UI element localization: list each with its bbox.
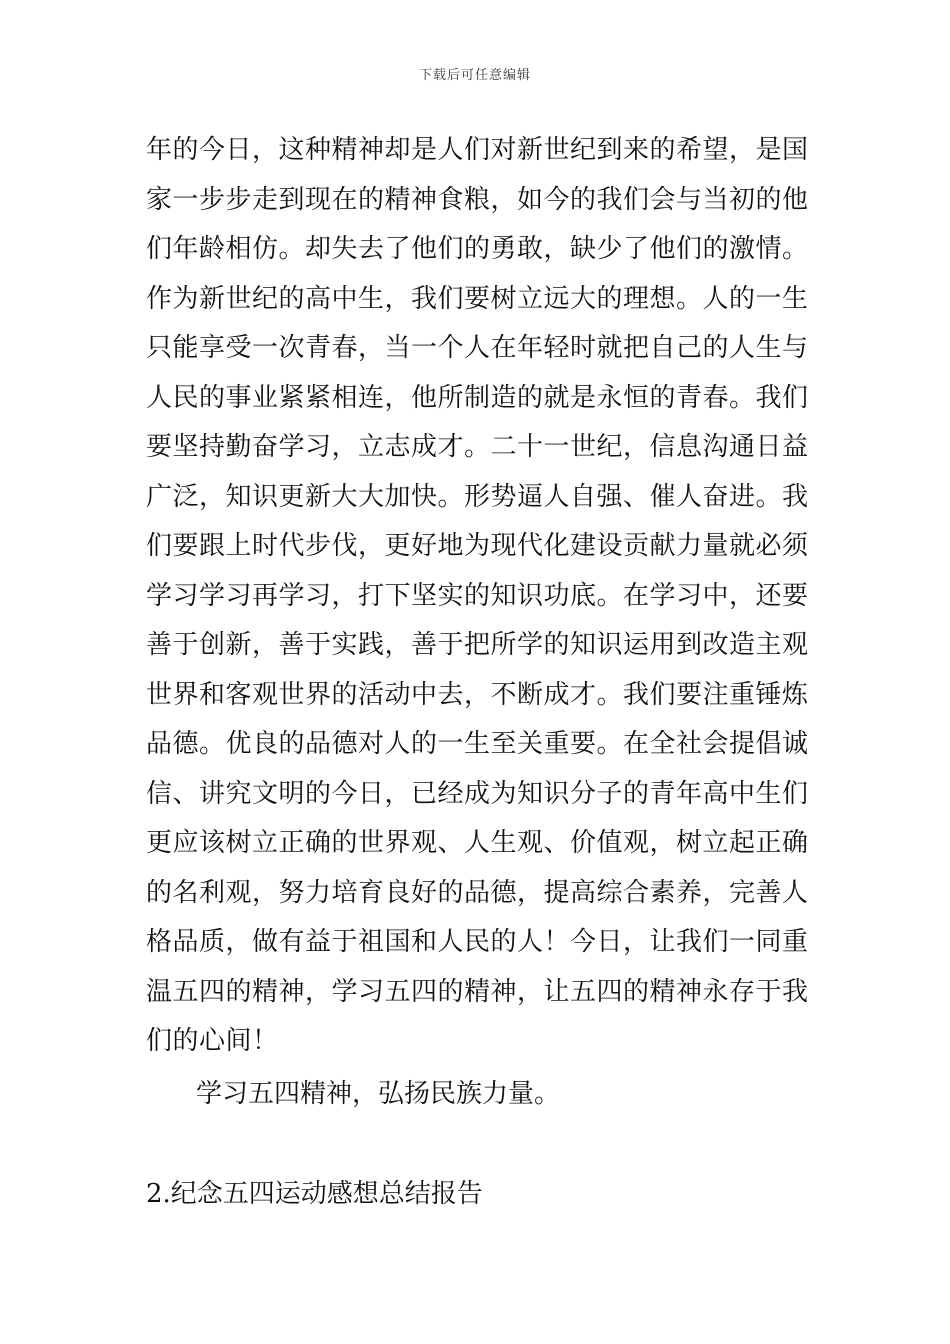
page-header-note: 下载后可任意编辑: [418, 68, 531, 83]
paragraph-line: 们年龄相仿。却失去了他们的勇敢，缺少了他们的激情。: [146, 234, 809, 264]
paragraph-line: 只能享受一次青春，当一个人在年轻时就把自己的人生与: [146, 333, 809, 363]
paragraph-line: 善于创新，善于实践，善于把所学的知识运用到改造主观: [146, 630, 809, 660]
body-paragraph: [146, 126, 816, 1067]
paragraph-line: 品德。优良的品德对人的一生至关重要。在全社会提倡诚: [146, 729, 809, 759]
paragraph-line: 广泛，知识更新大大加快。形势逼人自强、催人奋进。我: [146, 481, 809, 512]
paragraph-line: 家一步步走到现在的精神食粮，如今的我们会与当初的他: [146, 184, 809, 215]
paragraph-line: 格品质，做有益于祖国和人民的人！今日，让我们一同重: [146, 927, 809, 957]
paragraph-line: 更应该树立正确的世界观、人生观、价值观，树立起正确: [146, 828, 809, 858]
paragraph-line: 作为新世纪的高中生，我们要树立远大的理想。人的一生: [146, 283, 809, 314]
paragraph-line: 世界和客观世界的活动中去，不断成才。我们要注重锤炼: [146, 679, 809, 710]
paragraph-line: 学习学习再学习，打下坚实的知识功底。在学习中，还要: [146, 580, 809, 611]
paragraph-line: 温五四的精神，学习五四的精神，让五四的精神永存于我: [146, 976, 809, 1007]
paragraph-line: 信、讲究文明的今日，已经成为知识分子的青年高中生们: [146, 778, 809, 809]
section-heading: 2.纪念五四运动感想总结报告: [146, 1179, 483, 1209]
paragraph-line: 年的今日，这种精神却是人们对新世纪到来的希望，是国: [146, 135, 809, 165]
paragraph-line: 们的心间！: [146, 1026, 279, 1056]
paragraph-line: 们要跟上时代步伐，更好地为现代化建设贡献力量就必须: [146, 531, 809, 561]
paragraph-line: 要坚持勤奋学习，立志成才。二十一世纪，信息沟通日益: [146, 432, 809, 462]
closing-sentence: 学习五四精神，弘扬民族力量。: [196, 1079, 561, 1109]
paragraph-line: 的名利观，努力培育良好的品德，提高综合素养，完善人: [146, 877, 809, 908]
paragraph-line: 人民的事业紧紧相连，他所制造的就是永恒的青春。我们: [146, 382, 809, 413]
